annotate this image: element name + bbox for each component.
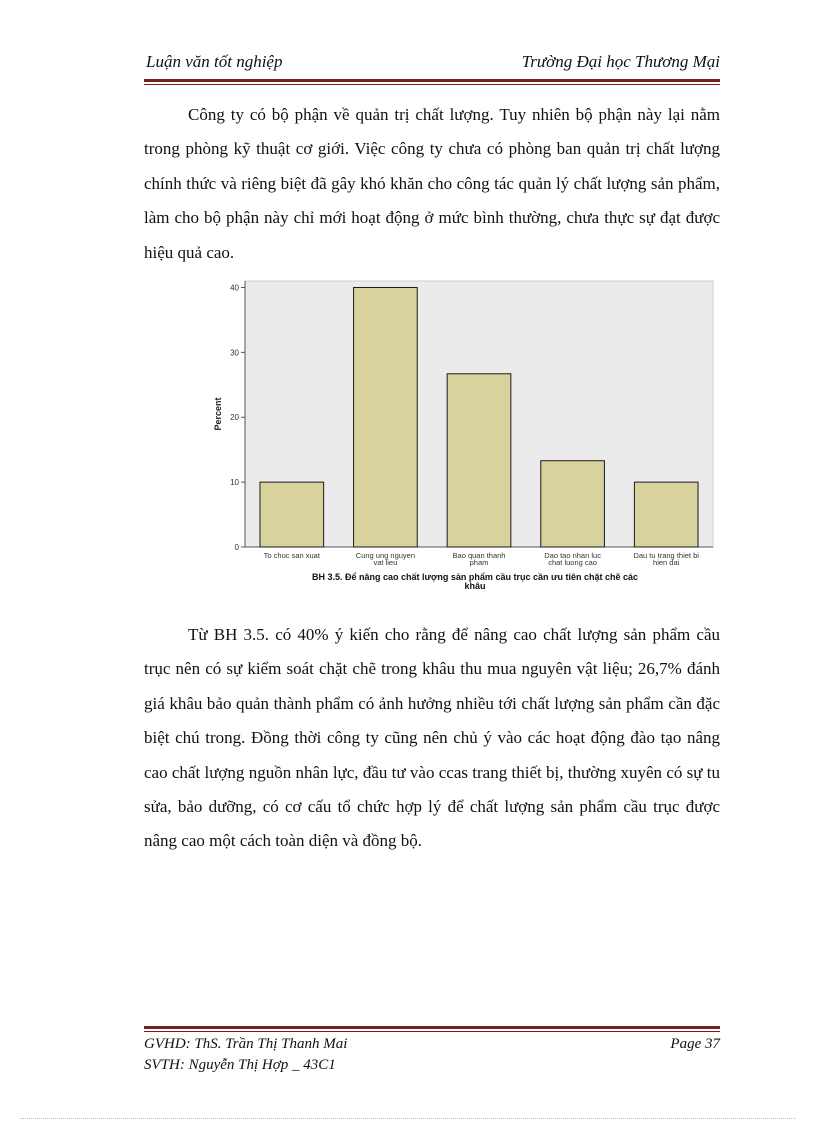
x-tick-label: Dau tu trang thiet bi [633,551,699,560]
x-tick-label: pham [469,558,489,567]
chart-caption [312,572,638,591]
y-tick-label: 0 [234,543,239,552]
y-tick-label: 40 [230,283,239,293]
page-header [144,52,720,78]
bar [541,461,605,547]
header-rule-thick [144,79,720,82]
x-tick-label: Dao tao nhan luc [544,551,601,560]
y-axis-label: Percent [213,397,223,431]
footer-rule-thick [144,1026,720,1029]
paragraph-2: Từ BH 3.5. có 40% ý kiến cho rằng để nâng cao chất lượng sản phẩm cầu trục nên có sự kiểm soát chặt chẽ trong khâu thu mua nguyên vật liệu; 26,7% đánh giá khâu bảo quản thành phẩm có ảnh hưởng nhiều tới chất lượng sản phẩm cần đặc biệt chú trong. Đồng thời công ty cũng nên chủ ý vào các hoạt động đào tạo nâng cao chất lượng nguồn nhân lực, đầu tư vào ccas trang thiết bị, thường xuyên có sự tu sửa, bảo dưỡng, có cơ cấu tổ chức hợp lý để chất lượng sản phẩm cầu trục được nâng cao một cách toàn diện và đồng bộ. [144,625,720,851]
x-tick-label: vat lieu [373,558,398,567]
y-tick-label: 10 [230,478,239,488]
x-tick-label: hien dai [653,558,680,567]
chart-caption-line: BH 3.5. Để nâng cao chất lượng sản phẩm cầu trục cần ưu tiên chặt chẽ các [311,572,639,582]
x-tick-label: Cung ung nguyen [355,551,416,560]
bar [354,287,418,547]
bar [260,482,324,547]
x-axis-labels [264,551,700,567]
header-university: Trường Đại học Thương Mại [521,52,720,71]
page-footer [144,1034,720,1076]
y-tick-label: 20 [230,413,239,423]
paragraph-1: Công ty có bộ phận về quản trị chất lượng. Tuy nhiên bộ phận này lại nằm trong phòng kỹ thuật cơ giới. Việc công ty chưa có phòng ban quản trị chất lượng chính thức và riêng biệt đã gây khó khăn cho công tác quản lý chất lượng sản phẩm, làm cho bộ phận này chỉ mới hoạt động ở mức bình thường, chưa thực sự đạt được hiệu quả cao. [144,105,720,262]
page-edge-dotted-line [20,1118,796,1119]
footer-rule-thin [144,1031,720,1032]
chart-caption-line: khâu [464,581,486,591]
footer-student: SVTH: Nguyễn Thị Hợp _ 43C1 [144,1057,336,1073]
chart-svg [205,276,725,598]
header-rule-thin [144,84,720,85]
x-tick-label: Bao quan thanh [452,551,506,560]
x-tick-label: To chuc san xuat [263,551,320,560]
bar [447,374,511,547]
header-thesis-label: Luận văn tốt nghiệp [146,52,283,71]
page-number: Page 37 [670,1036,720,1052]
y-tick-label: 30 [230,348,239,358]
x-tick-label: chat luong cao [548,558,597,567]
footer-advisor: GVHD: ThS. Trần Thị Thanh Mai [144,1036,348,1052]
bar-chart [205,276,725,598]
bar [634,482,698,547]
